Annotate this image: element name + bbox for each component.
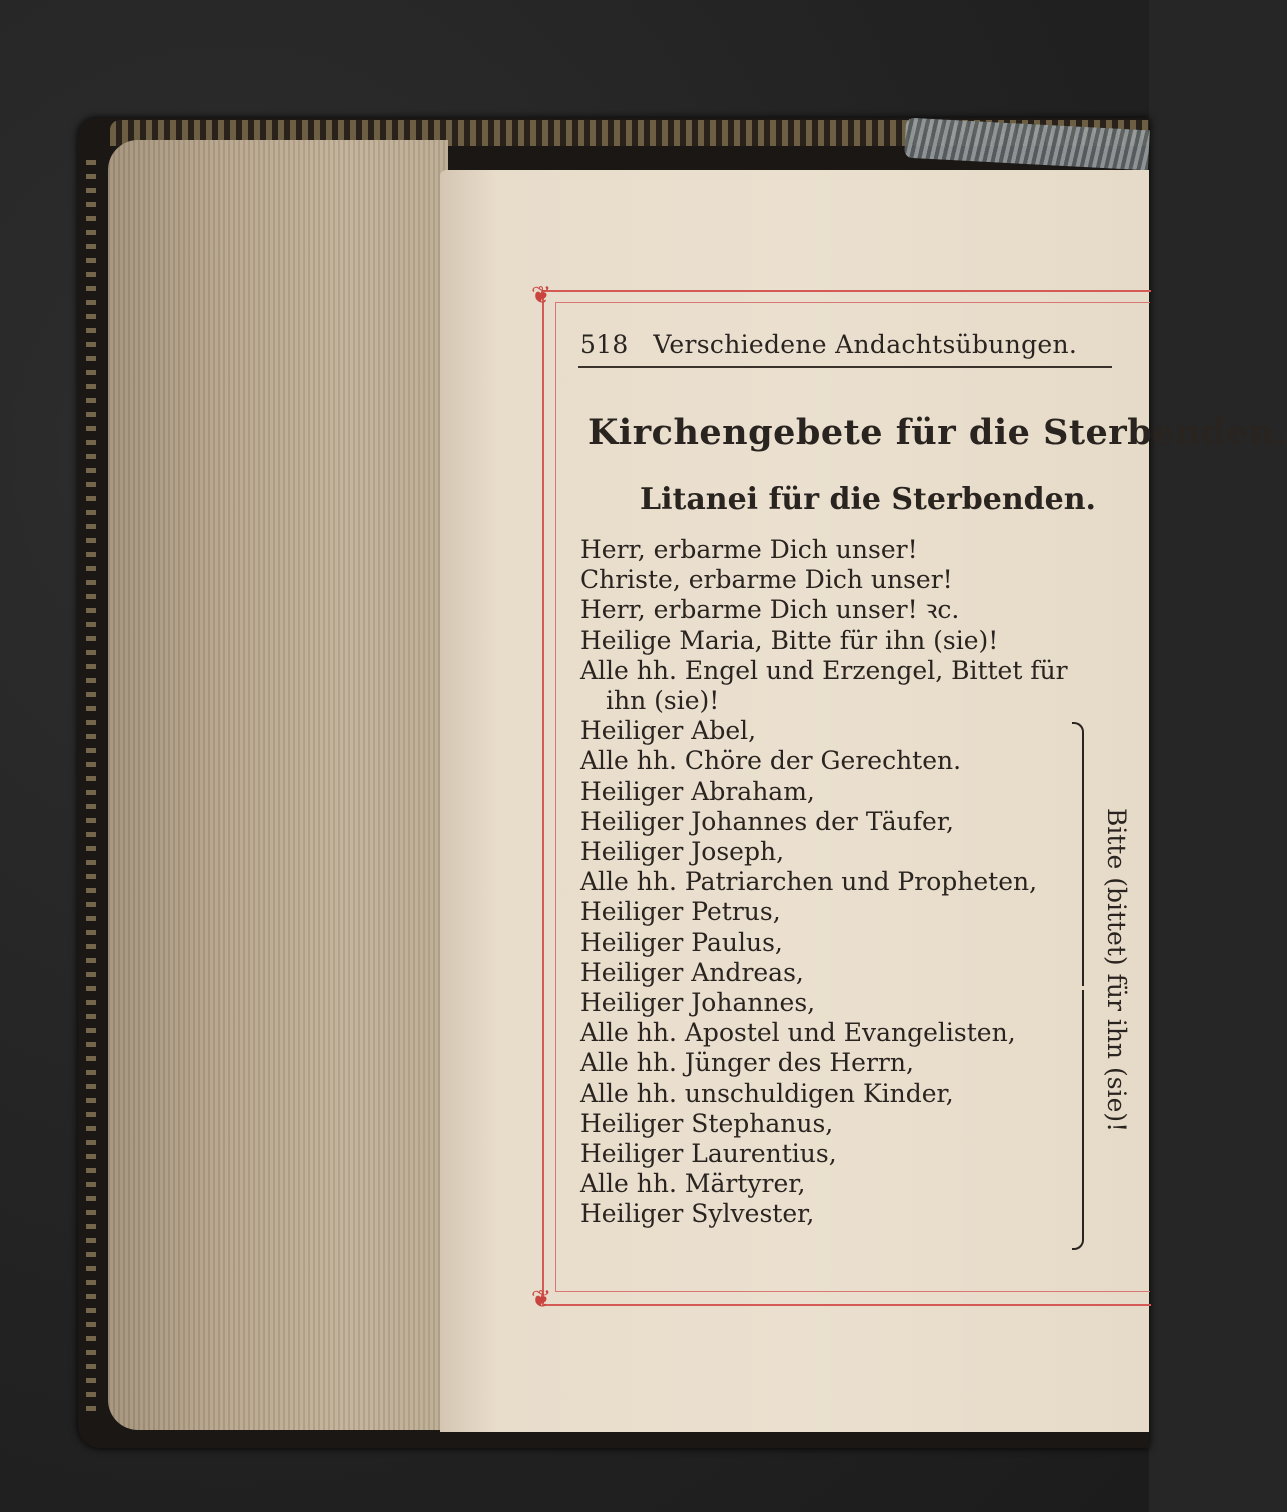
- brace-lower: [1072, 990, 1084, 1250]
- litany-line: Heiliger Petrus,: [580, 897, 781, 927]
- litany-line: Christe, erbarme Dich unser!: [580, 565, 953, 595]
- litany-line: Alle hh. Patriarchen und Propheten,: [580, 867, 1038, 897]
- litany-line: Alle hh. Chöre der Gerechten.: [580, 746, 962, 776]
- litany-line: Heiliger Johannes,: [580, 988, 816, 1018]
- page-title: Kirchengebete für die Sterbenden.: [588, 412, 1287, 453]
- litany-line: Herr, erbarme Dich unser! ꝛc.: [580, 595, 960, 625]
- litany-line: Heiliger Stephanus,: [580, 1108, 834, 1138]
- page-number: 518: [580, 330, 629, 359]
- cover-stitching: [86, 160, 96, 1420]
- section-subtitle: Litanei für die Sterbenden.: [640, 482, 1097, 517]
- litany-line: Heiliger Laurentius,: [580, 1139, 837, 1169]
- litany-line: Alle hh. Jünger des Herrn,: [580, 1048, 914, 1078]
- running-title: Verschiedene Andachtsübungen.: [653, 330, 1078, 359]
- litany-line: Alle hh. Märtyrer,: [580, 1169, 806, 1199]
- litany-line: Herr, erbarme Dich unser!: [580, 535, 918, 564]
- fleuron-top-left-icon: ❦: [530, 281, 552, 309]
- litany-line: Alle hh. unschuldigen Kinder,: [580, 1078, 954, 1108]
- litany-line: Heiliger Paulus,: [580, 927, 783, 957]
- page-block-edge: [108, 140, 448, 1430]
- litany-line: ihn (sie)!: [606, 686, 720, 716]
- header-rule: [578, 366, 1112, 368]
- litany-line: Alle hh. Apostel und Evangelisten,: [580, 1018, 1016, 1048]
- litany-line: Heiliger Johannes der Täufer,: [580, 806, 954, 836]
- litany-line: Heiliger Abraham,: [580, 776, 815, 806]
- litany-line: Heiliger Joseph,: [580, 837, 785, 867]
- bracket-response: Bitte (bittet) für ihn (sie)!: [1102, 808, 1131, 1133]
- litany-line: Heilige Maria, Bitte für ihn (sie)!: [580, 625, 999, 655]
- litany-line: Alle hh. Engel und Erzengel, Bittet für: [580, 655, 1068, 685]
- fleuron-bottom-left-icon: ❦: [530, 1285, 552, 1313]
- litany-line: Heiliger Abel,: [580, 716, 757, 746]
- litany-lines: [580, 535, 1068, 1230]
- brace-upper: [1072, 722, 1084, 986]
- litany-line: Heiliger Sylvester,: [580, 1199, 815, 1229]
- running-head: [580, 330, 1077, 359]
- litany-line: Heiliger Andreas,: [580, 957, 804, 987]
